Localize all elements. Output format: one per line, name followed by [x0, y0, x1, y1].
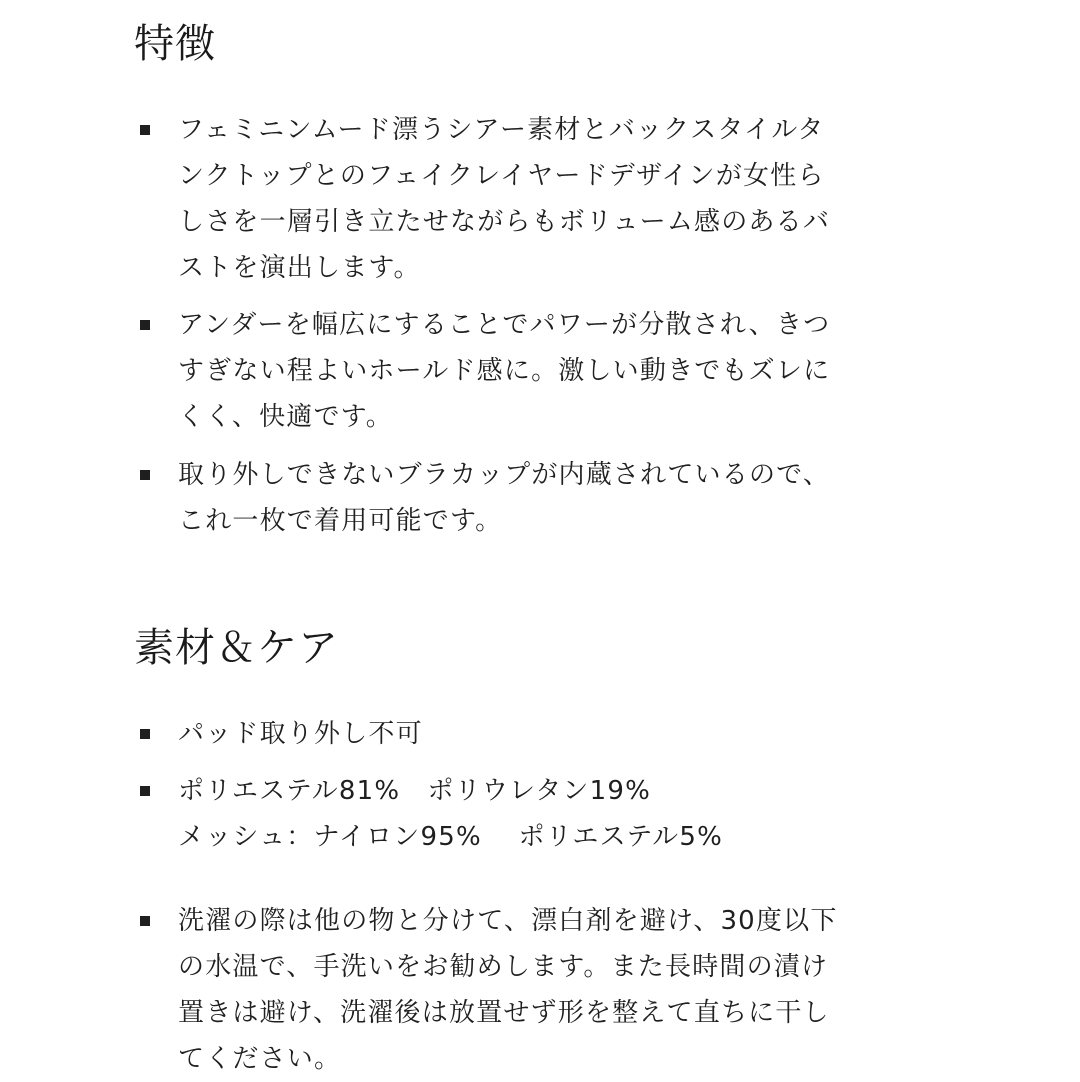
list-item-text: パッド取り外し不可: [178, 719, 423, 749]
list-item-text: ポリエステル81% ポリウレタン19% メッシュ：ナイロン95% ポリエステル5%: [178, 776, 724, 852]
list-item-text: フェミニンムード漂うシアー素材とバックスタイルタ ンクトップとのフェイクレイヤードデザインが女性ら しさを一層引き立たせながらもボリューム感のあるバ ストを演出します。: [178, 115, 831, 283]
features-heading: 特徴: [134, 21, 216, 67]
bullet-square-icon: [140, 125, 150, 135]
bullet-square-icon: [140, 729, 150, 739]
bullet-square-icon: [140, 320, 150, 330]
list-item-text: 取り外しできないブラカップが内蔵されているので、 これ一枚で着用可能です。: [178, 460, 831, 536]
list-item-text: 洗濯の際は他の物と分けて、漂白剤を避け、30度以下 の水温で、手洗いをお勧めします。また長時間の漬け 置きは避け、洗濯後は放置せず形を整えて直ちに干し てください。: [178, 906, 838, 1074]
bullet-square-icon: [140, 786, 150, 796]
bullet-square-icon: [140, 470, 150, 480]
materials-heading: 素材＆ケア: [134, 625, 339, 671]
bullet-square-icon: [140, 916, 150, 926]
list-item-text: アンダーを幅広にすることでパワーが分散され、きつ すぎない程よいホールド感に。激しい動きでもズレに くく、快適です。: [178, 310, 831, 432]
